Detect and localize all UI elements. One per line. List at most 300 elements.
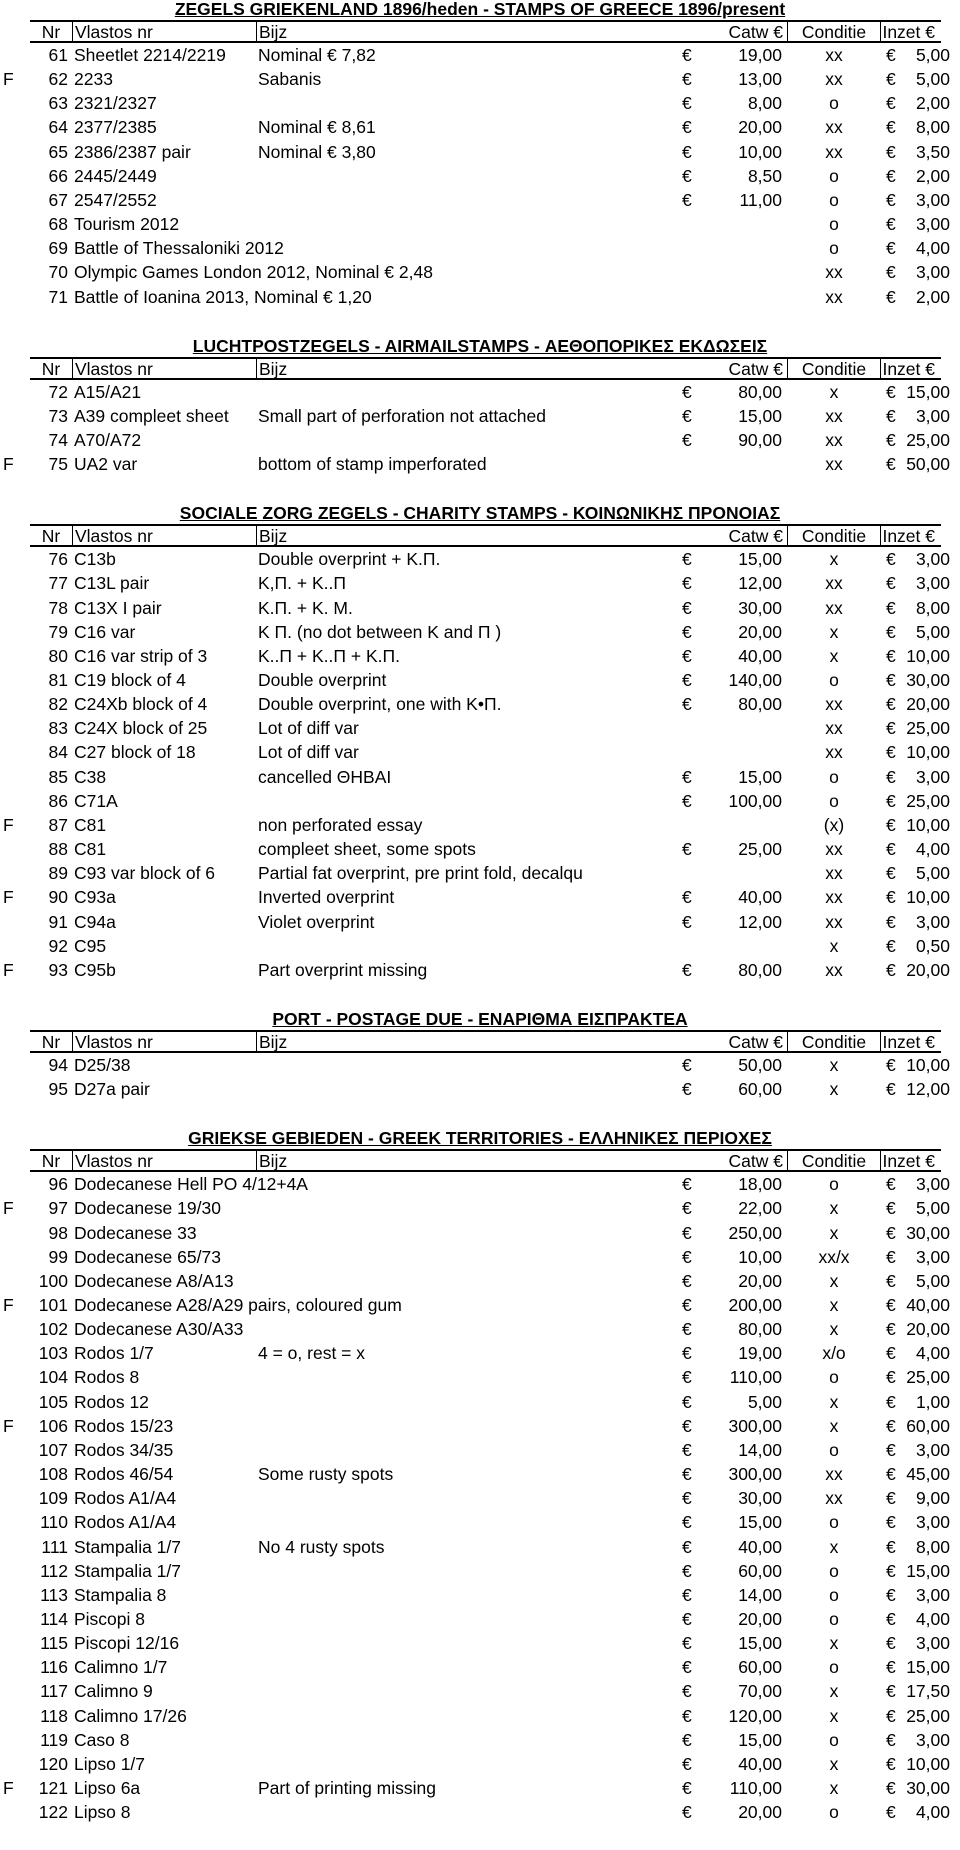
condition: o xyxy=(829,1512,839,1533)
condition: xx xyxy=(825,597,843,618)
catalogue-value-amount: 20,00 xyxy=(738,1608,782,1629)
table-row xyxy=(0,1800,960,1824)
catalogue-value-amount: 40,00 xyxy=(738,1753,782,1774)
lot-number: 68 xyxy=(48,214,68,235)
condition: xx xyxy=(825,887,843,908)
euro-sign: € xyxy=(886,45,896,65)
table-row xyxy=(0,1245,960,1269)
table-header xyxy=(30,1030,941,1053)
catalogue-value-amount: 18,00 xyxy=(738,1174,782,1195)
starting-bid xyxy=(886,547,950,571)
flag-marker: F xyxy=(3,1415,14,1436)
lot-number: 103 xyxy=(38,1343,68,1364)
catalogue-value-amount: 14,00 xyxy=(738,1584,782,1605)
vlastos-number: C94a xyxy=(74,911,116,932)
euro-sign: € xyxy=(886,935,896,956)
euro-sign: € xyxy=(682,573,692,594)
header-bijz: Bijz xyxy=(256,526,787,545)
vlastos-number: C13L pair xyxy=(74,573,150,594)
table-row xyxy=(0,452,960,476)
table-row xyxy=(0,1510,960,1534)
catalogue-value xyxy=(682,596,782,620)
lot-number: 102 xyxy=(38,1319,68,1340)
lot-number: 86 xyxy=(48,790,68,811)
lot-number: 97 xyxy=(48,1198,68,1219)
lot-number: 108 xyxy=(38,1464,68,1485)
euro-sign: € xyxy=(886,286,896,307)
starting-bid xyxy=(886,1800,950,1824)
euro-sign: € xyxy=(682,1657,692,1678)
starting-bid xyxy=(886,1776,950,1800)
table-header xyxy=(30,357,941,380)
euro-sign: € xyxy=(682,959,692,980)
catalogue-value xyxy=(682,885,782,909)
catalogue-value xyxy=(682,1053,782,1077)
catalogue-value-amount: 80,00 xyxy=(738,694,782,715)
euro-sign: € xyxy=(886,670,896,690)
table-row xyxy=(0,91,960,115)
starting-bid-amount: 3,00 xyxy=(915,1512,950,1533)
condition: xx xyxy=(825,454,843,475)
euro-sign: € xyxy=(682,1778,692,1798)
condition: x xyxy=(829,1079,839,1100)
catalogue-value xyxy=(682,164,782,188)
lot-number: 66 xyxy=(48,165,68,186)
starting-bid xyxy=(886,1196,950,1220)
catalogue-value-amount: 300,00 xyxy=(728,1415,782,1436)
starting-bid xyxy=(886,1728,950,1752)
starting-bid-amount: 3,00 xyxy=(915,262,950,283)
starting-bid-amount: 9,00 xyxy=(915,1488,950,1509)
euro-sign: € xyxy=(886,790,896,811)
condition: x xyxy=(829,1270,839,1291)
euro-sign: € xyxy=(682,887,692,908)
euro-sign: € xyxy=(886,959,896,980)
table-row xyxy=(0,1728,960,1752)
condition: xx xyxy=(825,718,843,739)
euro-sign: € xyxy=(682,1705,692,1726)
catalogue-value xyxy=(682,1341,782,1365)
catalogue-value xyxy=(682,837,782,861)
vlastos-number: Tourism 2012 xyxy=(74,214,180,235)
euro-sign: € xyxy=(682,1584,692,1605)
starting-bid xyxy=(886,692,950,716)
catalogue-value xyxy=(682,547,782,571)
catalogue-value xyxy=(682,1293,782,1317)
condition: x xyxy=(829,1198,839,1219)
condition: x xyxy=(829,1753,839,1774)
vlastos-number: Dodecanese A28/A29 pairs, coloured gum xyxy=(74,1295,402,1315)
starting-bid xyxy=(886,428,950,452)
starting-bid xyxy=(886,813,950,837)
euro-sign: € xyxy=(886,1512,896,1533)
starting-bid xyxy=(886,837,950,861)
euro-sign: € xyxy=(886,621,896,642)
table-row xyxy=(0,1752,960,1776)
condition: o xyxy=(829,238,839,259)
starting-bid xyxy=(886,1365,950,1389)
condition: x xyxy=(829,1536,839,1557)
table-row xyxy=(0,1077,960,1101)
table-row xyxy=(0,1390,960,1414)
catalogue-value-amount: 15,00 xyxy=(738,766,782,787)
section-title: SOCIALE ZORG ZEGELS - CHARITY STAMPS - ΚΟΙΝΩΝΙΚΗΣ ΠΡΟΝΟΙΑΣ xyxy=(179,503,781,524)
vlastos-number: Battle of Ioanina 2013, Nominal € 1,20 xyxy=(74,286,372,307)
remarks: non perforated essay xyxy=(258,814,423,835)
header-conditie: Conditie xyxy=(787,1032,881,1051)
euro-sign: € xyxy=(886,597,896,618)
catalogue-value xyxy=(682,1704,782,1728)
starting-bid-amount: 20,00 xyxy=(906,959,950,980)
condition: xx xyxy=(825,117,843,138)
catalogue-value xyxy=(682,1679,782,1703)
table-row xyxy=(0,596,960,620)
starting-bid-amount: 3,00 xyxy=(915,1439,950,1460)
lot-number: 115 xyxy=(40,1633,68,1654)
catalogue-value-amount: 19,00 xyxy=(738,1343,782,1364)
starting-bid xyxy=(886,1077,950,1101)
euro-sign: € xyxy=(886,549,896,570)
vlastos-number: Piscopi 12/16 xyxy=(74,1633,180,1654)
table-row xyxy=(0,644,960,668)
catalogue-value-amount: 12,00 xyxy=(738,573,782,594)
header-nr: Nr xyxy=(41,358,61,379)
catalogue-value xyxy=(682,692,782,716)
table-row xyxy=(0,885,960,909)
catalogue-value-amount: 60,00 xyxy=(738,1657,782,1678)
header-inzet: Inzet € xyxy=(882,358,935,379)
catalogue-value-amount: 13,00 xyxy=(738,69,782,90)
catalogue-value xyxy=(682,1728,782,1752)
vlastos-number: C13X I pair xyxy=(74,597,162,618)
starting-bid-amount: 3,00 xyxy=(915,214,950,235)
section-title: PORT - POSTAGE DUE - ΕΝΑΡΙΘΜΑ ΕΙΣΠΡΑΚΤΕΑ xyxy=(272,1008,688,1029)
starting-bid xyxy=(886,1269,950,1293)
lot-number: 77 xyxy=(48,573,68,594)
lot-number: 62 xyxy=(48,69,68,90)
vlastos-number: C16 var xyxy=(74,621,136,642)
catalogue-value-amount: 12,00 xyxy=(738,911,782,932)
starting-bid xyxy=(886,1317,950,1341)
table-row xyxy=(0,1655,960,1679)
catalogue-value xyxy=(682,765,782,789)
euro-sign: € xyxy=(682,1367,692,1388)
condition: o xyxy=(829,1802,839,1823)
vlastos-number: Dodecanese 19/30 xyxy=(74,1198,221,1219)
starting-bid xyxy=(886,1341,950,1365)
condition: xx xyxy=(825,141,843,162)
euro-sign: € xyxy=(682,141,692,162)
condition: x xyxy=(829,935,839,956)
starting-bid xyxy=(886,115,950,139)
lot-number: 78 xyxy=(48,597,68,618)
lot-number: 110 xyxy=(40,1512,68,1533)
catalogue-value-amount: 25,00 xyxy=(738,839,782,860)
catalogue-value xyxy=(682,1535,782,1559)
euro-sign: € xyxy=(886,1054,896,1075)
vlastos-number: Stampalia 8 xyxy=(74,1584,167,1605)
remarks: Nominal € 7,82 xyxy=(258,45,376,65)
catalogue-value xyxy=(682,644,782,668)
catalogue-value-amount: 10,00 xyxy=(738,1246,782,1267)
table-row xyxy=(0,140,960,164)
euro-sign: € xyxy=(682,1753,692,1774)
catalogue-value xyxy=(682,1172,782,1196)
remarks: Double overprint, one with Κ•Π. xyxy=(258,694,502,715)
section-title: ZEGELS GRIEKENLAND 1896/heden - STAMPS OF GREECE 1896/present xyxy=(174,0,786,19)
euro-sign: € xyxy=(682,1633,692,1654)
euro-sign: € xyxy=(886,742,896,763)
starting-bid xyxy=(886,212,950,236)
remarks: Violet overprint xyxy=(258,911,375,932)
condition: o xyxy=(829,214,839,235)
starting-bid-amount: 4,00 xyxy=(915,1608,950,1629)
remarks: 4 = o, rest = x xyxy=(258,1343,365,1364)
condition: o xyxy=(829,165,839,186)
flag-marker: F xyxy=(3,1778,14,1798)
table-row xyxy=(0,837,960,861)
starting-bid-amount: 2,00 xyxy=(915,286,950,307)
starting-bid-amount: 25,00 xyxy=(906,718,950,739)
euro-sign: € xyxy=(682,1802,692,1823)
catalogue-value-amount: 70,00 xyxy=(738,1681,782,1702)
lot-number: 96 xyxy=(48,1174,68,1195)
lot-number: 112 xyxy=(40,1560,68,1581)
euro-sign: € xyxy=(886,214,896,235)
euro-sign: € xyxy=(886,1633,896,1654)
euro-sign: € xyxy=(886,1295,896,1315)
vlastos-number: A15/A21 xyxy=(74,381,142,402)
vlastos-number: Dodecanese A30/A33 xyxy=(74,1319,244,1340)
starting-bid-amount: 2,00 xyxy=(915,165,950,186)
starting-bid xyxy=(886,164,950,188)
catalogue-value-amount: 8,50 xyxy=(747,165,782,186)
euro-sign: € xyxy=(682,429,692,450)
euro-sign: € xyxy=(682,117,692,138)
table-row xyxy=(0,571,960,595)
starting-bid xyxy=(886,67,950,91)
table-row xyxy=(0,115,960,139)
euro-sign: € xyxy=(682,1054,692,1075)
vlastos-number: Dodecanese Hell PO 4/12+4A xyxy=(74,1174,308,1195)
condition: (x) xyxy=(823,814,845,835)
starting-bid xyxy=(886,1221,950,1245)
header-catw: Catw € xyxy=(728,1151,783,1172)
starting-bid-amount: 3,00 xyxy=(915,573,950,594)
euro-sign: € xyxy=(682,1174,692,1195)
catalogue-value-amount: 80,00 xyxy=(738,381,782,402)
catalogue-value xyxy=(682,91,782,115)
table-row xyxy=(0,1269,960,1293)
lot-number: 74 xyxy=(48,429,68,450)
catalogue-value-amount: 10,00 xyxy=(738,141,782,162)
header-inzet: Inzet € xyxy=(882,526,935,547)
lot-number: 92 xyxy=(48,935,68,956)
lot-number: 121 xyxy=(38,1778,68,1798)
table-row xyxy=(0,1535,960,1559)
header-conditie: Conditie xyxy=(787,359,881,378)
table-row xyxy=(0,765,960,789)
remarks: Lot of diff var xyxy=(258,742,359,763)
remarks: Nominal € 3,80 xyxy=(258,141,376,162)
starting-bid-amount: 10,00 xyxy=(906,742,950,763)
table-row xyxy=(0,958,960,982)
catalogue-value xyxy=(682,668,782,692)
catalogue-value-amount: 30,00 xyxy=(738,597,782,618)
vlastos-number: UA2 var xyxy=(74,454,138,475)
vlastos-number: Dodecanese A8/A13 xyxy=(74,1270,234,1291)
catalogue-value xyxy=(682,1196,782,1220)
condition: xx xyxy=(825,262,843,283)
vlastos-number: Stampalia 1/7 xyxy=(74,1536,182,1557)
lot-number: 84 xyxy=(48,742,68,763)
starting-bid-amount: 10,00 xyxy=(906,887,950,908)
remarks: Κ,Π. + Κ..Π xyxy=(258,573,347,594)
catalogue-value-amount: 100,00 xyxy=(728,790,782,811)
header-vlastos: Vlastos nr xyxy=(72,1032,256,1051)
catalogue-value xyxy=(682,404,782,428)
catalogue-value xyxy=(682,67,782,91)
euro-sign: € xyxy=(682,1560,692,1581)
catalogue-value-amount: 30,00 xyxy=(738,1488,782,1509)
flag-marker: F xyxy=(3,1295,14,1315)
remarks: Κ.Π. + Κ. Μ. xyxy=(258,597,353,618)
starting-bid xyxy=(886,644,950,668)
table-row xyxy=(0,43,960,67)
table-row xyxy=(0,1317,960,1341)
lot-number: 120 xyxy=(38,1753,68,1774)
euro-sign: € xyxy=(886,1270,896,1291)
catalogue-value xyxy=(682,1583,782,1607)
catalogue-value-amount: 50,00 xyxy=(738,1054,782,1075)
catalogue-value xyxy=(682,1752,782,1776)
starting-bid xyxy=(886,1390,950,1414)
header-bijz: Bijz xyxy=(256,1151,787,1170)
catalogue-value-amount: 15,00 xyxy=(738,1633,782,1654)
euro-sign: € xyxy=(682,1079,692,1100)
lot-number: 89 xyxy=(48,863,68,884)
vlastos-number: A39 compleet sheet xyxy=(74,405,229,426)
catalogue-value-amount: 80,00 xyxy=(738,959,782,980)
starting-bid-amount: 3,00 xyxy=(915,405,950,426)
starting-bid-amount: 5,00 xyxy=(915,863,950,884)
euro-sign: € xyxy=(682,1343,692,1364)
euro-sign: € xyxy=(682,670,692,690)
table-row xyxy=(0,236,960,260)
starting-bid-amount: 10,00 xyxy=(906,1054,950,1075)
vlastos-number: Calimno 9 xyxy=(74,1681,153,1702)
table-row xyxy=(0,1704,960,1728)
euro-sign: € xyxy=(682,381,692,402)
catalogue-value-amount: 120,00 xyxy=(728,1705,782,1726)
vlastos-number: Stampalia 1/7 xyxy=(74,1560,182,1581)
table-row xyxy=(0,716,960,740)
remarks: Partial fat overprint, pre print fold, decalqu xyxy=(258,863,583,884)
remarks: Small part of perforation not attached xyxy=(258,405,546,426)
euro-sign: € xyxy=(886,1778,896,1798)
starting-bid-amount: 5,00 xyxy=(915,621,950,642)
lot-number: 71 xyxy=(48,286,68,307)
catalogue-value xyxy=(682,571,782,595)
euro-sign: € xyxy=(682,1415,692,1436)
vlastos-number: Rodos 1/7 xyxy=(74,1343,154,1364)
lot-number: 70 xyxy=(48,262,68,283)
starting-bid-amount: 50,00 xyxy=(906,454,950,475)
lot-number: 82 xyxy=(48,694,68,715)
starting-bid-amount: 4,00 xyxy=(915,1343,950,1364)
catalogue-value xyxy=(682,910,782,934)
starting-bid xyxy=(886,1053,950,1077)
euro-sign: € xyxy=(886,1415,896,1436)
starting-bid xyxy=(886,1293,950,1317)
lot-number: 85 xyxy=(48,766,68,787)
lot-number: 81 xyxy=(48,670,68,690)
header-catw: Catw € xyxy=(728,22,783,42)
header-nr: Nr xyxy=(41,1151,61,1172)
euro-sign: € xyxy=(682,911,692,932)
table-row xyxy=(0,285,960,309)
vlastos-number: C16 var strip of 3 xyxy=(74,645,208,666)
vlastos-number: Rodos 12 xyxy=(74,1391,149,1412)
catalogue-value-amount: 11,00 xyxy=(739,189,782,210)
lot-number: 69 xyxy=(48,238,68,259)
starting-bid xyxy=(886,1510,950,1534)
catalogue-value xyxy=(682,428,782,452)
flag-marker: F xyxy=(3,959,14,980)
condition: o xyxy=(829,1367,839,1388)
lot-number: 117 xyxy=(40,1681,68,1702)
lot-number: 118 xyxy=(40,1705,68,1726)
catalogue-value-amount: 20,00 xyxy=(738,1802,782,1823)
starting-bid-amount: 3,00 xyxy=(915,911,950,932)
condition: x xyxy=(829,1054,839,1075)
section-title: LUCHTPOSTZEGELS - AIRMAILSTAMPS - ΑΕΘΟΠΟΡΙΚΕΣ ΕΚΔΩΣΕΙΣ xyxy=(192,335,768,356)
condition: xx xyxy=(825,286,843,307)
header-inzet: Inzet € xyxy=(882,1031,935,1052)
table-header xyxy=(30,524,941,547)
condition: x xyxy=(829,621,839,642)
lot-number: 100 xyxy=(38,1270,68,1291)
starting-bid-amount: 0,50 xyxy=(915,935,950,956)
starting-bid-amount: 25,00 xyxy=(906,1367,950,1388)
table-row xyxy=(0,1293,960,1317)
starting-bid xyxy=(886,1607,950,1631)
catalogue-value-amount: 80,00 xyxy=(738,1319,782,1340)
euro-sign: € xyxy=(682,1536,692,1557)
header-catw: Catw € xyxy=(728,526,783,547)
table-row xyxy=(0,1196,960,1220)
catalogue-value-amount: 20,00 xyxy=(738,117,782,138)
remarks: Part of printing missing xyxy=(258,1778,436,1798)
euro-sign: € xyxy=(886,1079,896,1100)
table-row xyxy=(0,428,960,452)
vlastos-number: Sheetlet 2214/2219 xyxy=(74,45,226,65)
starting-bid xyxy=(886,91,950,115)
lot-number: 99 xyxy=(48,1246,68,1267)
euro-sign: € xyxy=(682,839,692,860)
starting-bid xyxy=(886,740,950,764)
starting-bid xyxy=(886,1486,950,1510)
starting-bid-amount: 8,00 xyxy=(915,597,950,618)
vlastos-number: C27 block of 18 xyxy=(74,742,196,763)
section-title: GRIEKSE GEBIEDEN - GREEK TERRITORIES - ΕΛΛΗΝΙΚΕΣ ΠΕΡΙΟΧΕΣ xyxy=(188,1128,772,1149)
euro-sign: € xyxy=(682,1608,692,1629)
starting-bid-amount: 3,00 xyxy=(915,549,950,570)
euro-sign: € xyxy=(682,45,692,65)
lot-number: 107 xyxy=(38,1439,68,1460)
header-nr: Nr xyxy=(41,526,61,547)
vlastos-number: Battle of Thessaloniki 2012 xyxy=(74,238,284,259)
